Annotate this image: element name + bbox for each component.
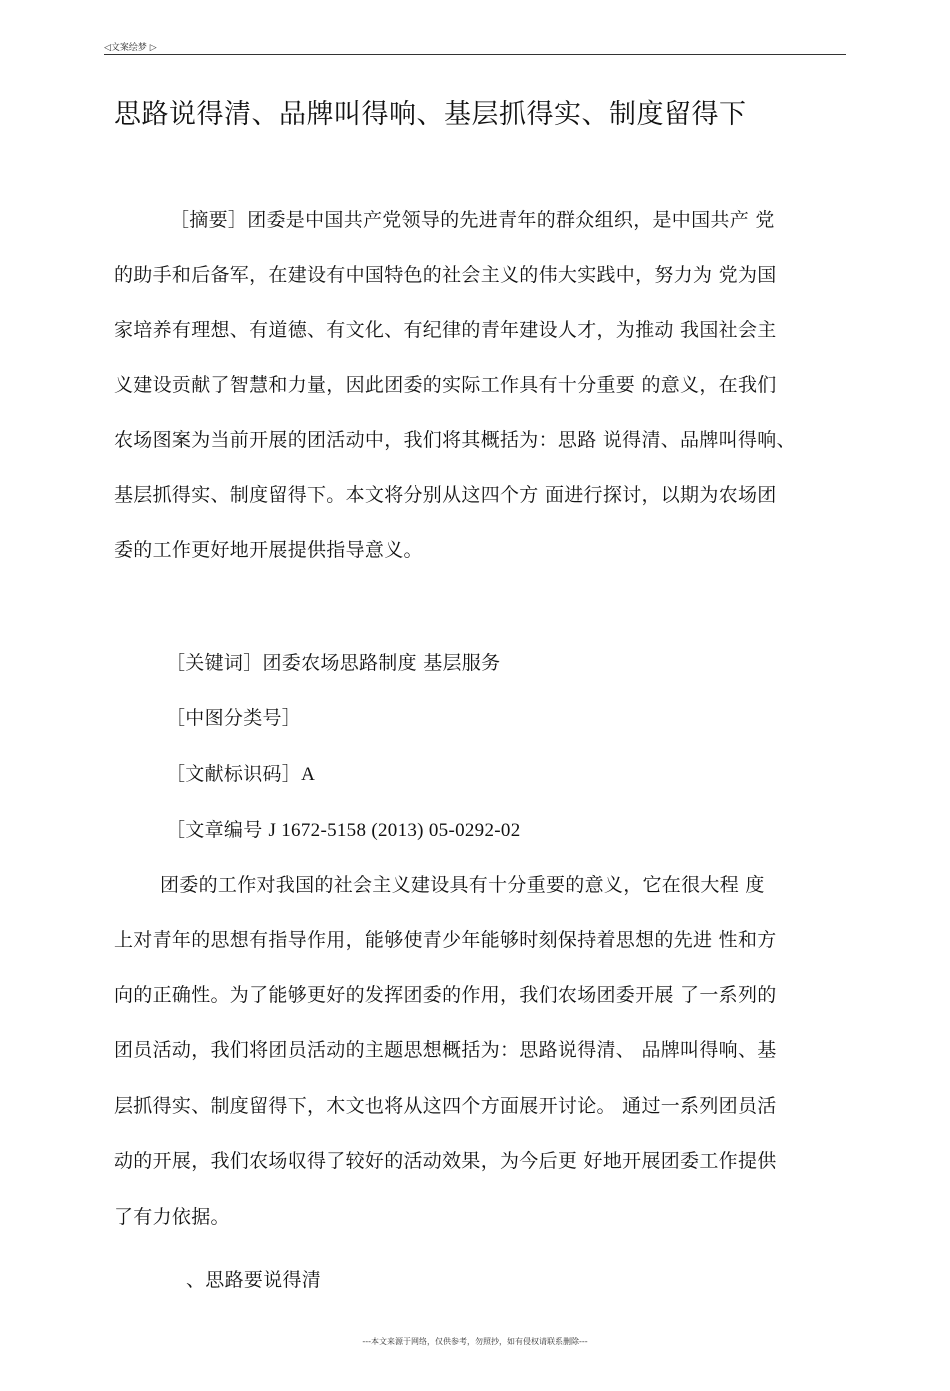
body-line-1: 团委的工作对我国的社会主义建设具有十分重要的意义，它在很大程 度: [160, 874, 765, 896]
doc-code-line: [166, 759, 315, 786]
body-line-5: 层抓得实、制度留得下，木文也将从这四个方面展开讨论。 通过一系列团员活: [114, 1095, 777, 1117]
abstract-line-6: 基层抓得实、制度留得下。本文将分别从这四个方 面进行探讨，以期为农场团: [114, 484, 777, 506]
article-number-label: ［文章编号: [166, 819, 263, 841]
abstract-line-7: 委的工作更好地开展提供指导意义。: [114, 539, 423, 561]
body-line-4: 团员活动，我们将团员活动的主题思想概括为：思路说得清、 品牌叫得响、基: [114, 1039, 777, 1061]
keywords-line: ［关键词］团委农场思路制度 基层服务: [166, 652, 501, 674]
page-header: [104, 40, 846, 55]
doc-code-label: ［文献标识码］: [166, 763, 302, 785]
abstract-line-2: 的助手和后备军，在建设有中国特色的社会主义的伟大实践中，努力为 党为国: [114, 264, 777, 286]
body-line-2: 上对青年的思想有指导作用，能够使青少年能够时刻保持着思想的先进 性和方: [114, 929, 777, 951]
document-title: 思路说得清、品牌叫得响、基层抓得实、制度留得下: [114, 99, 747, 130]
abstract-line-1: ［摘要］团委是中国共产党领导的先进青年的群众组织，是中国共产 党: [170, 209, 775, 231]
clc-line: ［中图分类号］: [166, 707, 302, 729]
body-line-6: 动的开展，我们农场収得了较好的活动效果，为今后更 好地开展团委工作提供: [114, 1150, 777, 1172]
section-heading: 、思路要说得清: [186, 1269, 322, 1291]
article-number-value: J 1672-5158 (2013) 05-0292-02: [268, 820, 521, 841]
doc-code-value: A: [301, 764, 316, 785]
body-line-7: 了有力依据。: [114, 1206, 230, 1228]
abstract-line-5: 农场图案为当前开展的团活动中，我们将其概括为：思路 说得清、品牌叫得响、: [114, 429, 796, 451]
page-footer: ---本文来源于网络，仅供参考，勿照抄，如有侵权请联系删除---: [362, 1337, 588, 1346]
article-number-line: [166, 815, 521, 842]
body-line-3: 向的正确性。为了能够更好的发挥团委的作用，我们农场团委开展 了一系列的: [114, 984, 777, 1006]
abstract-line-4: 义建设贡献了智慧和力量，因此团委的实际工作具有十分重要 的意义，在我们: [114, 374, 777, 396]
abstract-line-3: 家培养有理想、有道德、有文化、有纪律的青年建设人才，为推动 我国社会主: [114, 319, 777, 341]
header-label: ◁文案绘梦 ▷: [104, 43, 157, 53]
